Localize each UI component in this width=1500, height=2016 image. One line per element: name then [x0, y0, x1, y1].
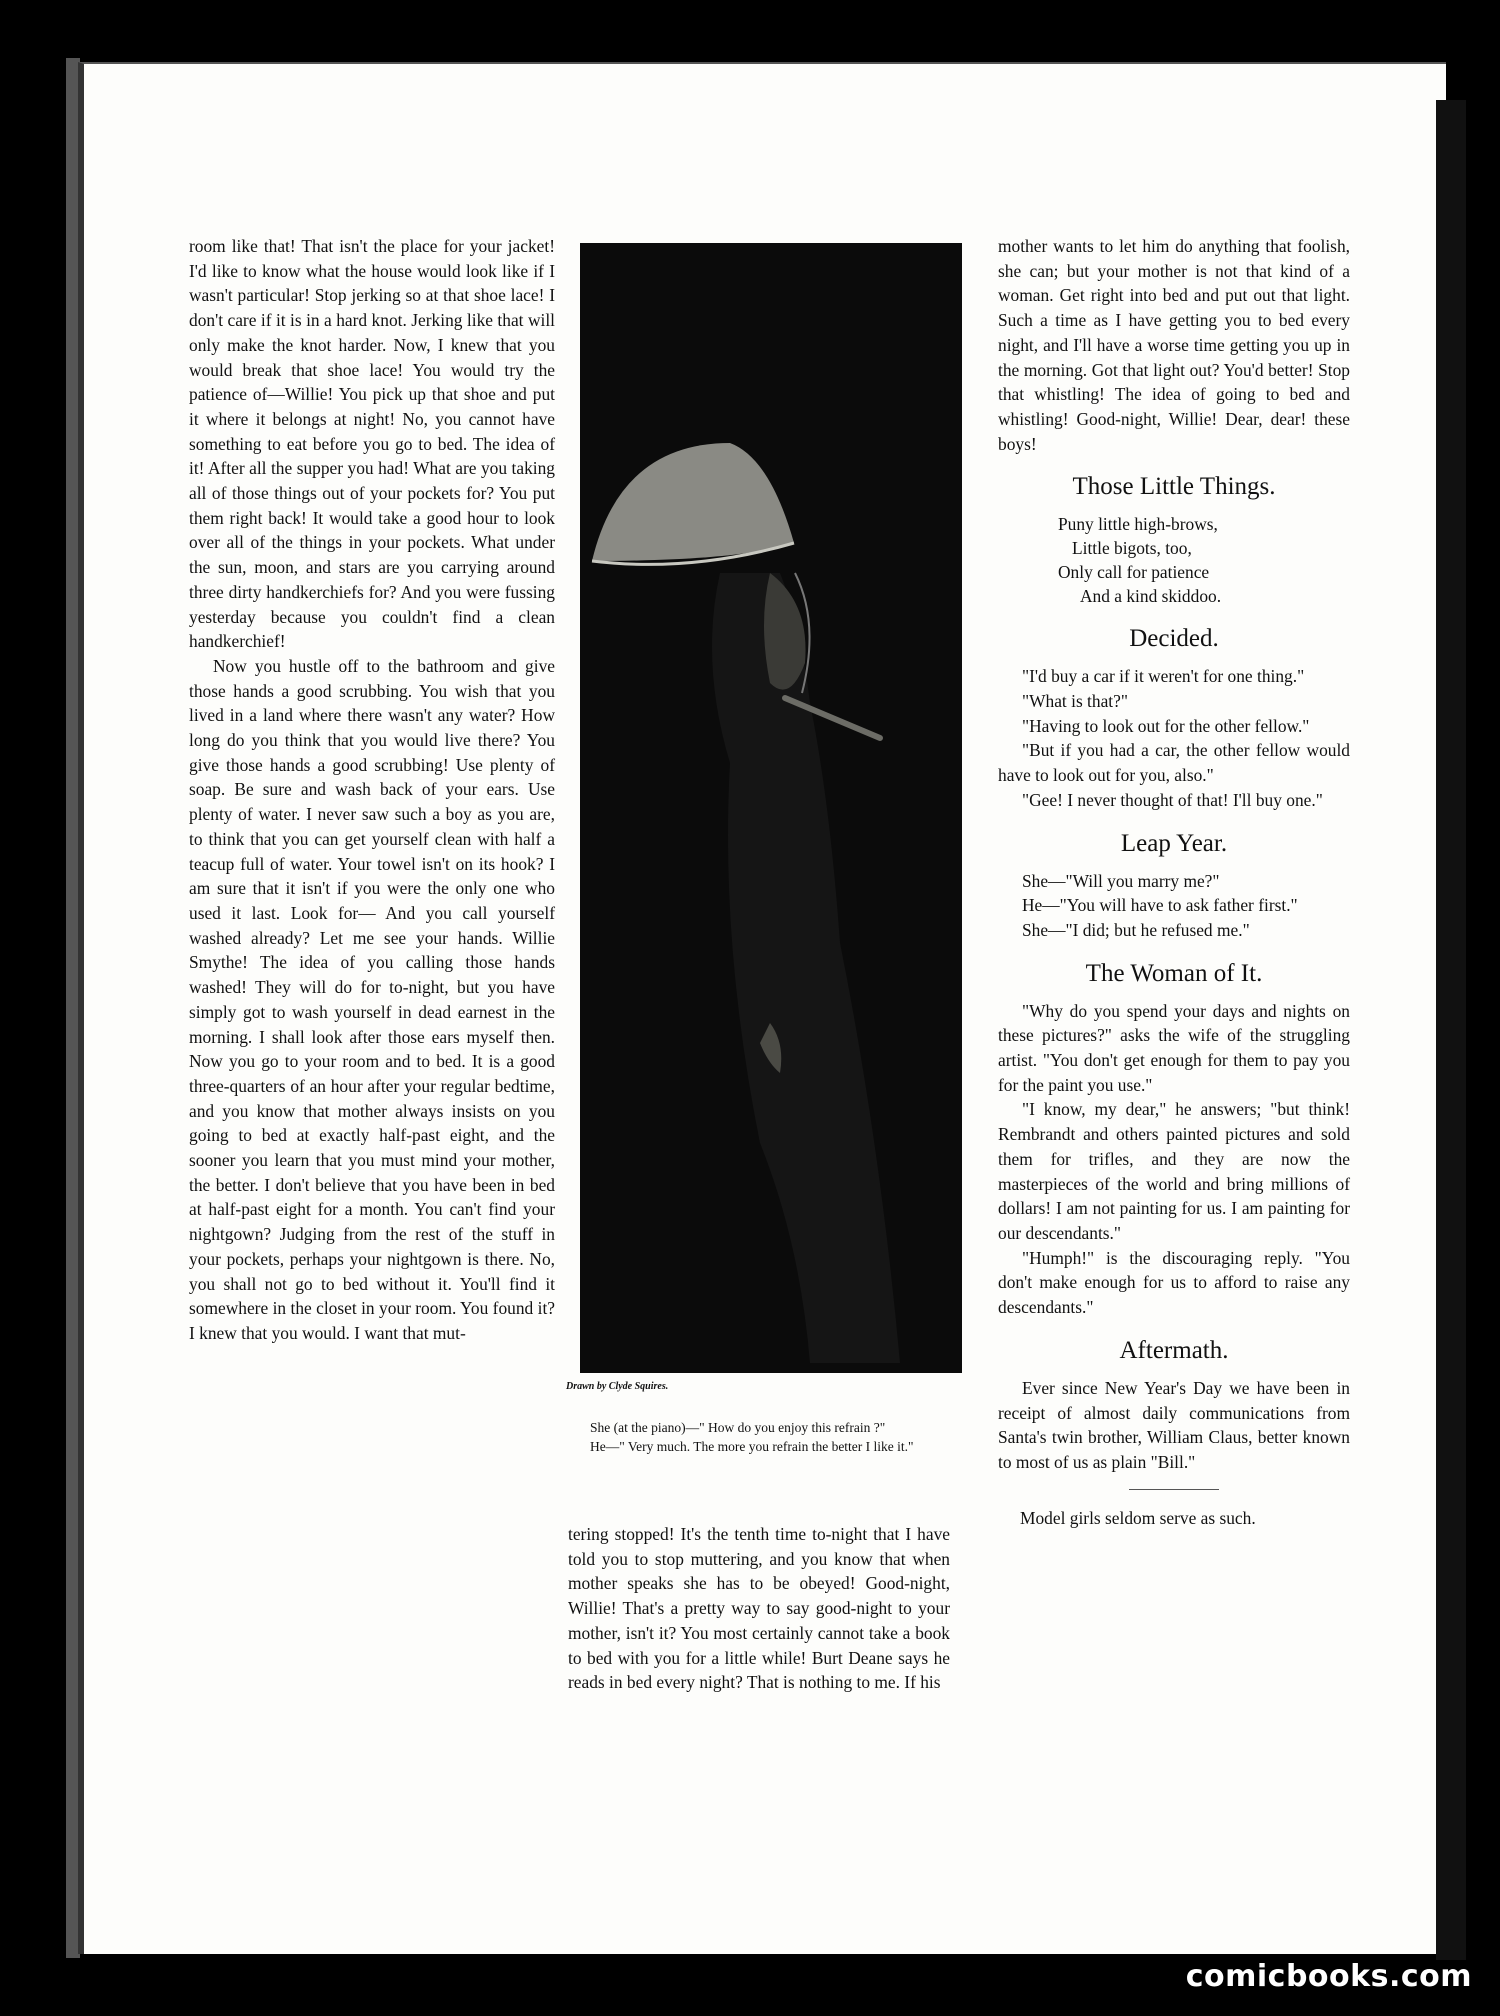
section-title-those-little-things: Those Little Things. [1072, 473, 1276, 501]
column-1-paragraph-2: Now you hustle off to the bathroom and give those hands a good scrubbing. You wish that you lived in a land where there wasn't any water? How long do you think that you would live there? You give those hands a good scrubbing! Use plenty of soap. Be sure and wash back of your ears. Use plenty of water. I never saw such a boy as you are, to think that you can get yourself clean with half a teacup full of water. Your towel isn't on its hook? I am sure that it isn't if you were the only one who used it last. Look for— And you call yourself washed already? Let me see your hands. Willie Smythe! The idea of you calling those hands washed! They will do for to-night, but you have simply got to wash yourself in dead earnest in the morning. I shall look after those ears myself then. Now you go to your room and to bed. It is a good three-quarters of an hour after your regular bedtime, and you know that mother always insists on you going to bed at exactly half-past eight, and the sooner you learn that you must mind your mother, the better. I don't believe that you have been in bed at half-past eight for a month. You can't find your nightgown? Judging from the rest of the stuff in your pockets, perhaps your nightgown is there. No, you shall not go to bed without it. You'll find it somewhere in the closet in your room. You found it? I knew that you would. I want that mut- [189, 655, 555, 1343]
poem [1058, 512, 1350, 608]
poem-line: Only call for patience [1058, 562, 1210, 583]
leap-year-paragraph: She—"I did; but he refused me." [1022, 919, 1250, 940]
leap-year-paragraph: He—"You will have to ask father first." [1022, 895, 1298, 916]
closing-line: Model girls seldom serve as such. [1020, 1507, 1256, 1528]
decided-paragraph: "Having to look out for the other fellow." [1022, 715, 1310, 736]
aftermath-paragraph: Ever since New Year's Day we have been in receipt of almost daily communications from Santa's twin brother, William Claus, better known to most of us as plain "Bill." [998, 1377, 1350, 1472]
caption-line-2: He—" Very much. The more you refrain the better I like it." [590, 1439, 914, 1454]
illustration-drawing [580, 243, 962, 1373]
section-title-leap-year: Leap Year. [1120, 829, 1228, 857]
illustration-credit: Drawn by Clyde Squires. [566, 1381, 669, 1392]
column-2-continuation [568, 1522, 950, 1695]
facing-page-edge [1436, 100, 1466, 1960]
column-3-intro: mother wants to let him do anything that foolish, she can; but your mother is not that kind of a woman. Get right into bed and put out that light. Such a time as I have getting you to bed every night, and I'll have a worse time getting you up in the morning. Got that light out? You'd better! Stop that whistling! The idea of going to bed and whistling! Good-night, Willie! Dear, dear! these boys! [998, 236, 1350, 454]
decided-paragraph: "I'd buy a car if it weren't for one thing." [1022, 666, 1305, 687]
divider-rule [1129, 1489, 1219, 1490]
woman-of-it-paragraph: "Humph!" is the discouraging reply. "You don't make enough for us to afford to raise any descendants." [998, 1247, 1350, 1318]
illustration-caption [566, 1418, 962, 1456]
poem-line: Puny little high-brows, [1058, 514, 1218, 535]
section-title-decided: Decided. [1129, 625, 1219, 653]
decided-paragraph: "But if you had a car, the other fellow would have to look out for you, also." [998, 740, 1350, 786]
decided-paragraph: "What is that?" [1022, 691, 1128, 712]
column-3 [998, 234, 1350, 1530]
caption-line-1: She (at the piano)—" How do you enjoy this refrain ?" [590, 1420, 886, 1435]
poem-line: And a kind skiddoo. [1080, 586, 1222, 607]
poem-line: Little bigots, too, [1072, 538, 1192, 559]
decided-paragraph: "Gee! I never thought of that! I'll buy one." [1022, 789, 1323, 810]
column-2-paragraph: tering stopped! It's the tenth time to-night that I have told you to stop muttering, and you know that when mother speaks she has to be obeyed! Good-night, Willie! That's a pretty way to say good-night to your mother, isn't it? You most certainly cannot take a book to bed with you for a little while! Burt Deane says he reads in bed every night? That is nothing to me. If his [568, 1524, 950, 1693]
column-1-paragraph-1: room like that! That isn't the place for your jacket! I'd like to know what the house would look like if I wasn't particular! Stop jerking so at that shoe lace! I don't care if it is in a hard knot. Jerking like that will only make the knot harder. Now, I knew that you would break that shoe lace! You would try the patience of—Willie! You pick up that shoe and put it where it belongs at night! No, you cannot have something to eat before you go to bed. The idea of it! After all the supper you had! What are you taking all of those things out of your pockets for? You put them right back! It would take a good hour to look over all of the things in your pockets. What under the sun, moon, and stars are you carrying around three dirty handkerchiefs for? And you were fussing yesterday because you couldn't find a clean handkerchief! [189, 236, 555, 652]
section-title-aftermath: Aftermath. [1119, 1336, 1229, 1364]
leap-year-paragraph: She—"Will you marry me?" [1022, 870, 1220, 891]
column-1 [189, 234, 555, 1346]
illustration [580, 243, 962, 1373]
woman-of-it-paragraph: "I know, my dear," he answers; "but think! Rembrandt and others painted pictures and sold them for trifles, and they are now the masterpieces of the world and bring millions of dollars! I am not painting for us. I am painting for our descendants." [998, 1099, 1350, 1243]
watermark: comicbooks.com [1185, 1959, 1472, 1994]
woman-of-it-paragraph: "Why do you spend your days and nights on these pictures?" asks the wife of the struggling artist. "You don't get enough for them to pay you for the paint you use." [998, 1000, 1350, 1095]
section-title-woman-of-it: The Woman of It. [1085, 959, 1263, 987]
